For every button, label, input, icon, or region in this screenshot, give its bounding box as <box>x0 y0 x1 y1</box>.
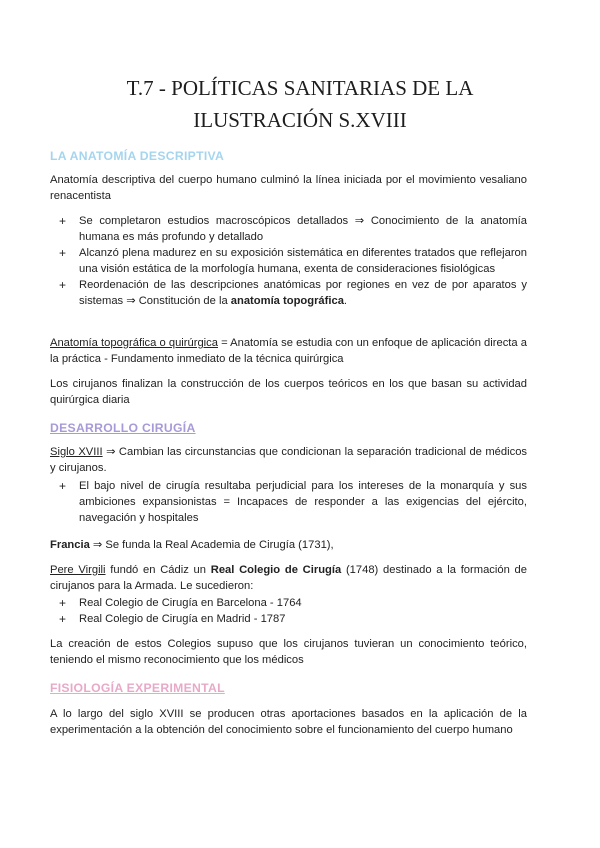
page-title <box>100 72 500 136</box>
bold-term: Francia <box>50 539 90 551</box>
list-item <box>58 478 527 526</box>
title-line-2: ILUSTRACIÓN S.XVIII <box>193 108 407 132</box>
paragraph-anatomia-intro: Anatomía descriptiva del cuerpo humano culminó la línea iniciada por el movimiento vesaliano renacentista <box>50 174 527 202</box>
bullet-icon: + <box>59 479 67 493</box>
bullet-icon: + <box>59 612 67 626</box>
bullet-icon: + <box>59 596 67 610</box>
list-item-text: Se completaron estudios macroscópicos detallados ⇒ Conocimiento de la anatomía humana es más profundo y detallado <box>79 215 527 243</box>
paragraph-siglo-xviii: Siglo XVIII ⇒ Cambian las circunstancias que condicionan la separación tradicional de médicos y cirujanos. <box>50 446 528 474</box>
list-item-text: El bajo nivel de cirugía resultaba perjudicial para los intereses de la monarquía y sus ambiciones expansionistas = Incapaces de responder a las exigencias del ejército, navegación y hospitales <box>79 480 527 524</box>
list-item <box>58 611 527 627</box>
list-item-text: Real Colegio de Cirugía en Barcelona - 1764 <box>79 597 302 609</box>
underlined-term: Pere Virgili <box>50 564 106 576</box>
paragraph-anatomia-topografica: Anatomía topográfica o quirúrgica = Anatomía se estudia con un enfoque de aplicación directa a la práctica - Fundamento inmediato de la técnica quirúrgica <box>50 337 527 365</box>
list-item-text: Real Colegio de Cirugía en Madrid - 1787 <box>79 613 286 625</box>
bold-term: Real Colegio de Cirugía <box>210 564 342 576</box>
list-anatomia <box>58 213 527 309</box>
heading-anatomia-descriptiva: LA ANATOMÍA DESCRIPTIVA <box>50 149 225 163</box>
paragraph-francia: Francia ⇒ Se funda la Real Academia de Cirugía (1731), <box>50 539 334 551</box>
bullet-icon: + <box>59 246 67 260</box>
title-line-1: T.7 - POLÍTICAS SANITARIAS DE LA <box>126 76 474 100</box>
list-item-text: Alcanzó plena madurez en su exposición sistemática en diferentes tratados que reflejaron una visión estática de la morfología humana, exenta de consideraciones fisiológicas <box>79 247 527 275</box>
list-item-text: Reordenación de las descripciones anatómicas por regiones en vez de por aparatos y sistemas ⇒ Constitución de la <box>79 279 527 307</box>
heading-desarrollo-cirugia: DESARROLLO CIRUGÍA <box>50 421 196 435</box>
list-item <box>58 245 527 277</box>
underlined-term: Siglo XVIII <box>50 446 103 458</box>
paragraph-cirujanos: Los cirujanos finalizan la construcción de los cuerpos teóricos en los que basan su actividad quirúrgica diaria <box>50 378 527 406</box>
bullet-icon: + <box>59 214 67 228</box>
paragraph-colegios-creacion: La creación de estos Colegios supuso que los cirujanos tuvieran un conocimiento teórico, teniendo el mismo reconocimiento que los médicos <box>50 638 527 666</box>
heading-fisiologia-experimental: FISIOLOGÍA EXPERIMENTAL <box>50 681 225 695</box>
paragraph-fisiologia: A lo largo del siglo XVIII se producen otras aportaciones basados en la aplicación de la experimentación a la obtención del conocimiento sobre el funcionamiento del cuerpo humano <box>50 708 527 736</box>
bullet-icon: + <box>59 278 67 292</box>
paragraph-pere-virgili: Pere Virgili fundó en Cádiz un Real Colegio de Cirugía (1748) destinado a la formación de cirujanos para la Armada. Le sucedieron: <box>50 564 527 592</box>
list-item <box>58 595 527 611</box>
list-colegios <box>58 595 527 627</box>
list-cirugia <box>58 478 527 526</box>
bold-term: anatomía topográfica <box>230 295 344 307</box>
list-item <box>58 213 527 245</box>
list-item: + Reordenación de las descripciones anatómicas por regiones en vez de por aparatos y sistemas ⇒ Constitución de la anatomía topográfica. <box>59 278 527 307</box>
underlined-term: Anatomía topográfica o quirúrgica <box>50 337 218 349</box>
